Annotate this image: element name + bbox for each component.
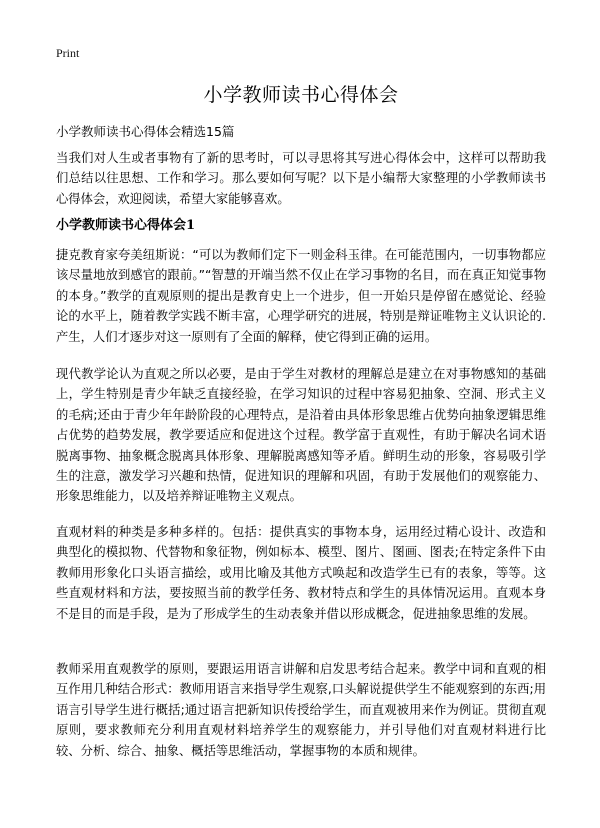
body-paragraph: 现代教学论认为直观之所以必要，是由于学生对教材的理解总是建立在对事物感知的基础上，学生特别是青少年缺乏直接经验，在学习知识的过程中容易犯抽象、空洞、形式主义的毛病;还由于青少年年龄阶段的心理特点，是沿着由具体形象思维占优势向抽象逻辑思维占优势的趋势发展，教学要适应和促进这个过程。教学富于直观性，有助于解决名词术语脱离事物、抽象概念脱离具体形象、理解脱离感知等矛盾。鲜明生动的形象，容易吸引学生的注意，激发学习兴趣和热情，促进知识的理解和巩固，有助于发展他们的观察能力、形象思维能力，以及培养辩证唯物主义观点。 — [56, 367, 546, 504]
section-heading: 小学教师读书心得体会1 — [56, 218, 196, 233]
print-link[interactable]: Print — [56, 46, 80, 60]
body-paragraph: 教师采用直观教学的原则，要跟运用语言讲解和启发思考结合起来。教学中词和直观的相互作用几种结合形式：教师用语言来指导学生观察,口头解说提供学生不能观察到的东西;用语言引导学生进行概括;通过语言把新知识传授给学生，而直观被用来作为例证。贯彻直观原则，要求教师充分利用直观材料培养学生的观察能力，并引导他们对直观材料进行比较、分析、综合、抽象、概括等思维活动，掌握事物的本质和规律。 — [56, 662, 546, 758]
intro-paragraph: 当我们对人生或者事物有了新的思考时，可以寻思将其写进心得体会中，这样可以帮助我们总结以往思想、工作和学习。那么要如何写呢？以下是小编帮大家整理的小学教师读书心得体会，欢迎阅读，希望大家能够喜欢。 — [56, 151, 546, 206]
document-subtitle: 小学教师读书心得体会精选15篇 — [56, 124, 235, 139]
document-title: 小学教师读书心得体会 — [203, 84, 399, 106]
body-paragraph: 直观材料的种类是多种多样的。包括：提供真实的事物本身，运用经过精心设计、改造和典型化的模拟物、代替物和象征物，例如标本、模型、图片、图画、图表;在特定条件下由教师用形象化口头语言描绘，或用比喻及其他方式唤起和改造学生已有的表象，等等。这些直观材料和方法，要按照当前的教学任务、教材特点和学生的具体情况运用。直观本身不是目的而是手段，是为了形成学生的生动表象并借以形成概念，促进抽象思维的发展。 — [56, 525, 546, 621]
body-paragraph: 捷克教育家夸美纽斯说：“可以为教师们定下一则金科玉律。在可能范围内，一切事物都应该尽量地放到感官的跟前。”“智慧的开端当然不仅止在学习事物的名目，而在真正知觉事物的本身。”教学的直观原则的提出是教育史上一个进步，但一开始只是停留在感觉论、经验论的水平上，随着教学实践不断丰富，心理学研究的进展，特别是辩证唯物主义认识论的.产生，人们才逐步对这一原则有了全面的解释，使它得到正确的运用。 — [56, 248, 546, 344]
